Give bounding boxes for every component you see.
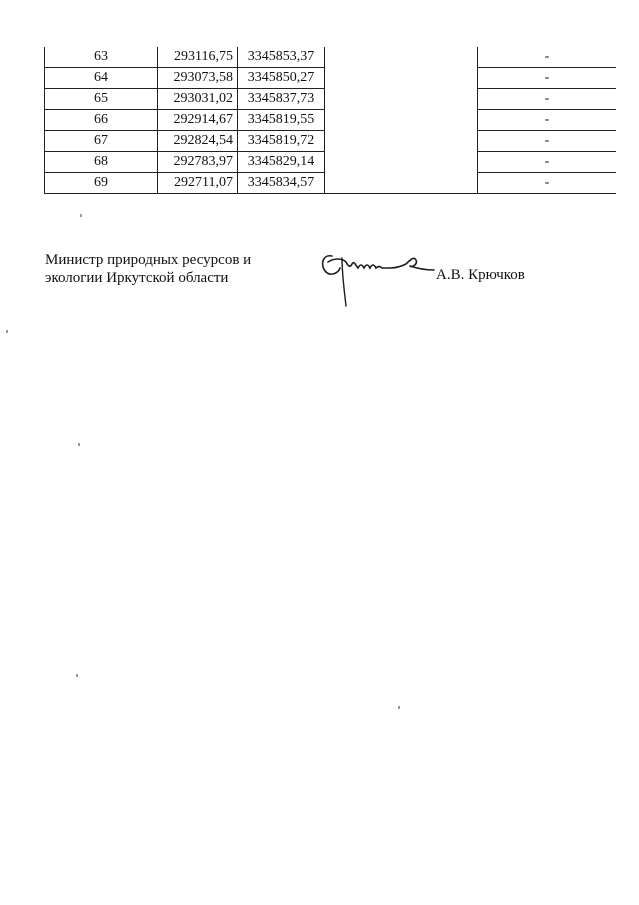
note-cell: - xyxy=(478,131,617,152)
note-cell: - xyxy=(478,173,617,194)
signatory-position-line-1: Министр природных ресурсов и xyxy=(45,252,252,268)
scan-speck xyxy=(6,330,8,333)
signatory-position-line-2: экологии Иркутской области xyxy=(45,270,229,286)
x-coordinate-cell: 292914,67 xyxy=(158,110,238,131)
point-number-cell: 69 xyxy=(45,173,158,194)
y-coordinate-cell: 3345819,55 xyxy=(238,110,325,131)
y-coordinate-cell: 3345850,27 xyxy=(238,68,325,89)
scan-speck xyxy=(80,214,82,217)
point-number-cell: 63 xyxy=(45,47,158,68)
table-row xyxy=(45,173,617,194)
point-number-cell: 67 xyxy=(45,131,158,152)
point-number-cell: 66 xyxy=(45,110,158,131)
table-row xyxy=(45,47,617,68)
point-number-cell: 64 xyxy=(45,68,158,89)
signatory-position xyxy=(45,251,251,287)
point-number-cell: 68 xyxy=(45,152,158,173)
table-row xyxy=(45,89,617,110)
scan-speck xyxy=(76,674,78,677)
note-cell: - xyxy=(478,152,617,173)
y-coordinate-cell: 3345837,73 xyxy=(238,89,325,110)
blank-cell xyxy=(325,173,478,194)
y-coordinate-cell: 3345853,37 xyxy=(238,47,325,68)
blank-cell xyxy=(325,152,478,173)
table-row xyxy=(45,131,617,152)
scan-speck xyxy=(398,706,400,709)
coordinates-table-body xyxy=(45,47,617,194)
blank-cell xyxy=(325,47,478,68)
table-row xyxy=(45,152,617,173)
y-coordinate-cell: 3345819,72 xyxy=(238,131,325,152)
blank-cell xyxy=(325,89,478,110)
table-row xyxy=(45,110,617,131)
y-coordinate-cell: 3345834,57 xyxy=(238,173,325,194)
blank-cell xyxy=(325,68,478,89)
blank-cell xyxy=(325,110,478,131)
x-coordinate-cell: 293073,58 xyxy=(158,68,238,89)
x-coordinate-cell: 293031,02 xyxy=(158,89,238,110)
blank-cell xyxy=(325,131,478,152)
note-cell: - xyxy=(478,68,617,89)
table-row xyxy=(45,68,617,89)
note-cell: - xyxy=(478,110,617,131)
handwritten-signature xyxy=(318,244,436,308)
coordinates-table xyxy=(44,47,616,194)
scan-speck xyxy=(78,443,80,446)
point-number-cell: 65 xyxy=(45,89,158,110)
x-coordinate-cell: 292783,97 xyxy=(158,152,238,173)
signatory-name: А.В. Крючков xyxy=(436,267,525,283)
note-cell: - xyxy=(478,47,617,68)
y-coordinate-cell: 3345829,14 xyxy=(238,152,325,173)
x-coordinate-cell: 292824,54 xyxy=(158,131,238,152)
x-coordinate-cell: 293116,75 xyxy=(158,47,238,68)
x-coordinate-cell: 292711,07 xyxy=(158,173,238,194)
note-cell: - xyxy=(478,89,617,110)
